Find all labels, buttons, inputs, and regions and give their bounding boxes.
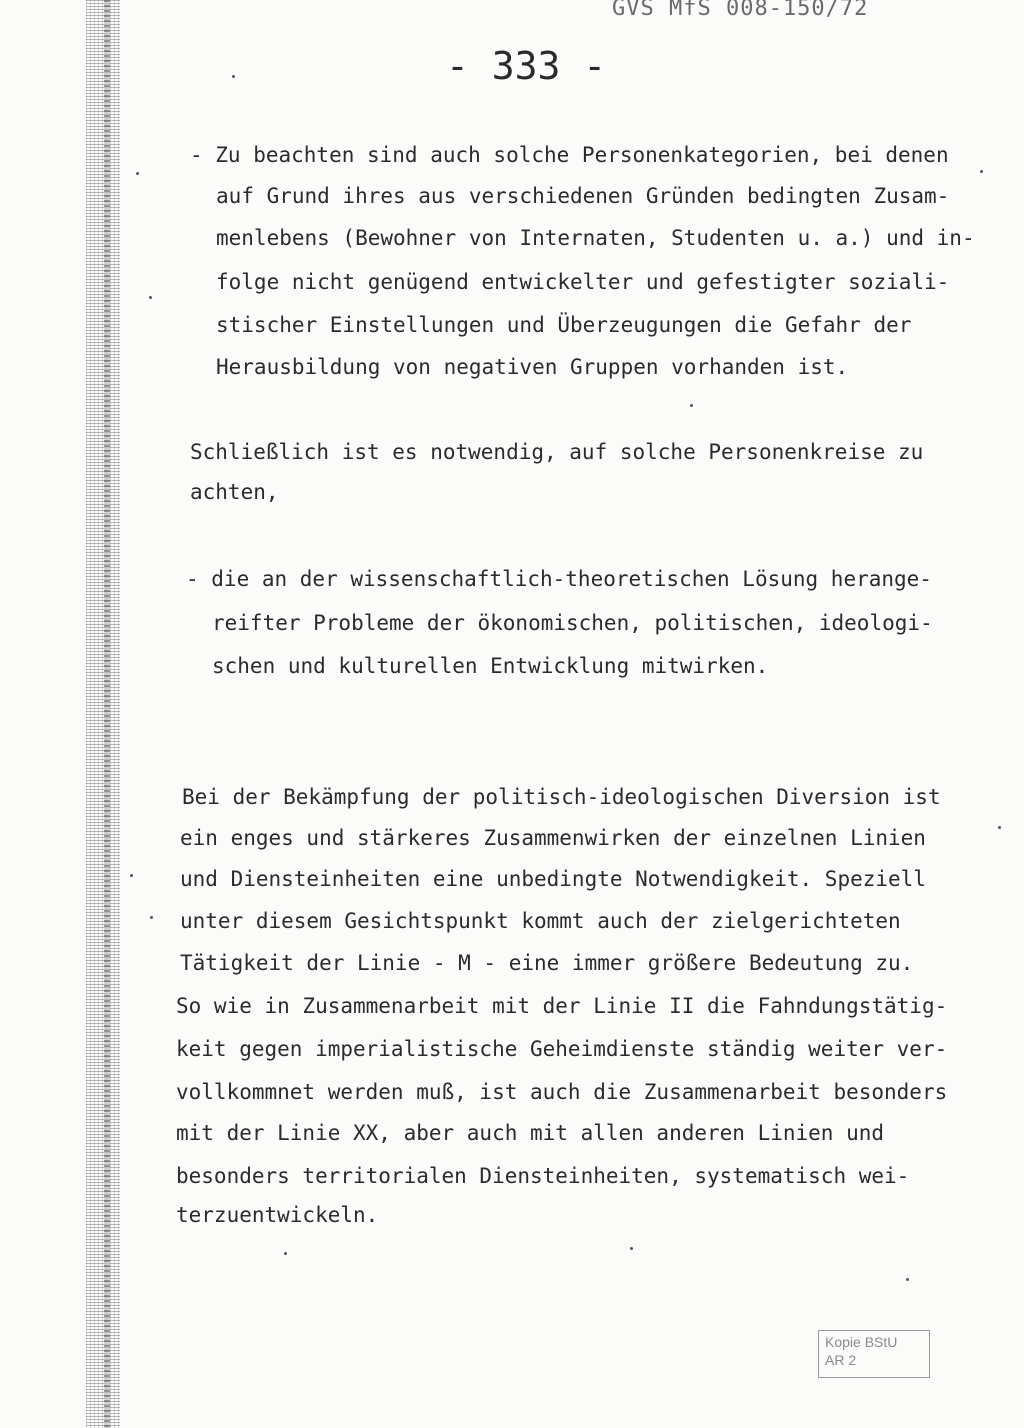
text-line: auf Grund ihres aus verschiedenen Gründen bedingten Zusam- xyxy=(216,184,950,208)
scan-speck xyxy=(690,404,693,407)
scan-edge xyxy=(86,0,120,1428)
text-line: keit gegen imperialistische Geheimdienste ständig weiter ver- xyxy=(176,1037,948,1061)
scan-speck xyxy=(980,170,983,173)
text-line: - die an der wissenschaftlich-theoretischen Lösung herange- xyxy=(186,567,932,591)
text-line: folge nicht genügend entwickelter und gefestigter soziali- xyxy=(216,270,950,294)
scan-speck xyxy=(130,874,133,877)
stamp-line: Kopie BStU xyxy=(825,1334,898,1350)
stamp-line: AR 2 xyxy=(825,1352,857,1368)
text-line: Herausbildung von negativen Gruppen vorhanden ist. xyxy=(216,355,849,379)
page-number: - 333 - xyxy=(446,44,607,88)
text-line: - Zu beachten sind auch solche Personenkategorien, bei denen xyxy=(190,143,949,167)
text-line: stischer Einstellungen und Überzeugungen die Gefahr der xyxy=(216,313,912,337)
archive-reference: GVS MfS 008-150/72 xyxy=(612,0,869,21)
text-line: unter diesem Gesichtspunkt kommt auch der zielgerichteten xyxy=(180,909,901,933)
text-line: mit der Linie XX, aber auch mit allen anderen Linien und xyxy=(176,1121,885,1145)
text-line: vollkommnet werden muß, ist auch die Zusammenarbeit besonders xyxy=(176,1080,948,1104)
text-line: schen und kulturellen Entwicklung mitwirken. xyxy=(212,654,769,678)
text-line: So wie in Zusammenarbeit mit der Linie II die Fahndungstätig- xyxy=(176,994,948,1018)
scan-speck xyxy=(150,916,153,919)
text-line: achten, xyxy=(190,480,279,504)
text-line: besonders territorialen Diensteinheiten, systematisch wei- xyxy=(176,1164,910,1188)
text-line: reifter Probleme der ökonomischen, politischen, ideologi- xyxy=(212,611,933,635)
archive-stamp xyxy=(818,1330,930,1378)
text-line: Bei der Bekämpfung der politisch-ideologischen Diversion ist xyxy=(182,785,941,809)
text-line: terzuentwickeln. xyxy=(176,1203,379,1227)
scan-speck xyxy=(284,1252,287,1255)
text-line: menlebens (Bewohner von Internaten, Studenten u. a.) und in- xyxy=(216,226,975,250)
scan-speck xyxy=(136,172,139,175)
scan-speck xyxy=(998,826,1001,829)
scan-speck xyxy=(149,296,152,299)
scan-speck xyxy=(232,75,235,78)
text-line: Tätigkeit der Linie - M - eine immer größere Bedeutung zu. xyxy=(180,951,914,975)
text-line: Schließlich ist es notwendig, auf solche Personenkreise zu xyxy=(190,440,924,464)
scan-speck xyxy=(906,1278,909,1281)
text-line: ein enges und stärkeres Zusammenwirken der einzelnen Linien xyxy=(180,826,926,850)
scan-edge-binding xyxy=(104,0,110,1428)
scan-speck xyxy=(630,1247,633,1250)
text-line: und Diensteinheiten eine unbedingte Notwendigkeit. Speziell xyxy=(180,867,926,891)
